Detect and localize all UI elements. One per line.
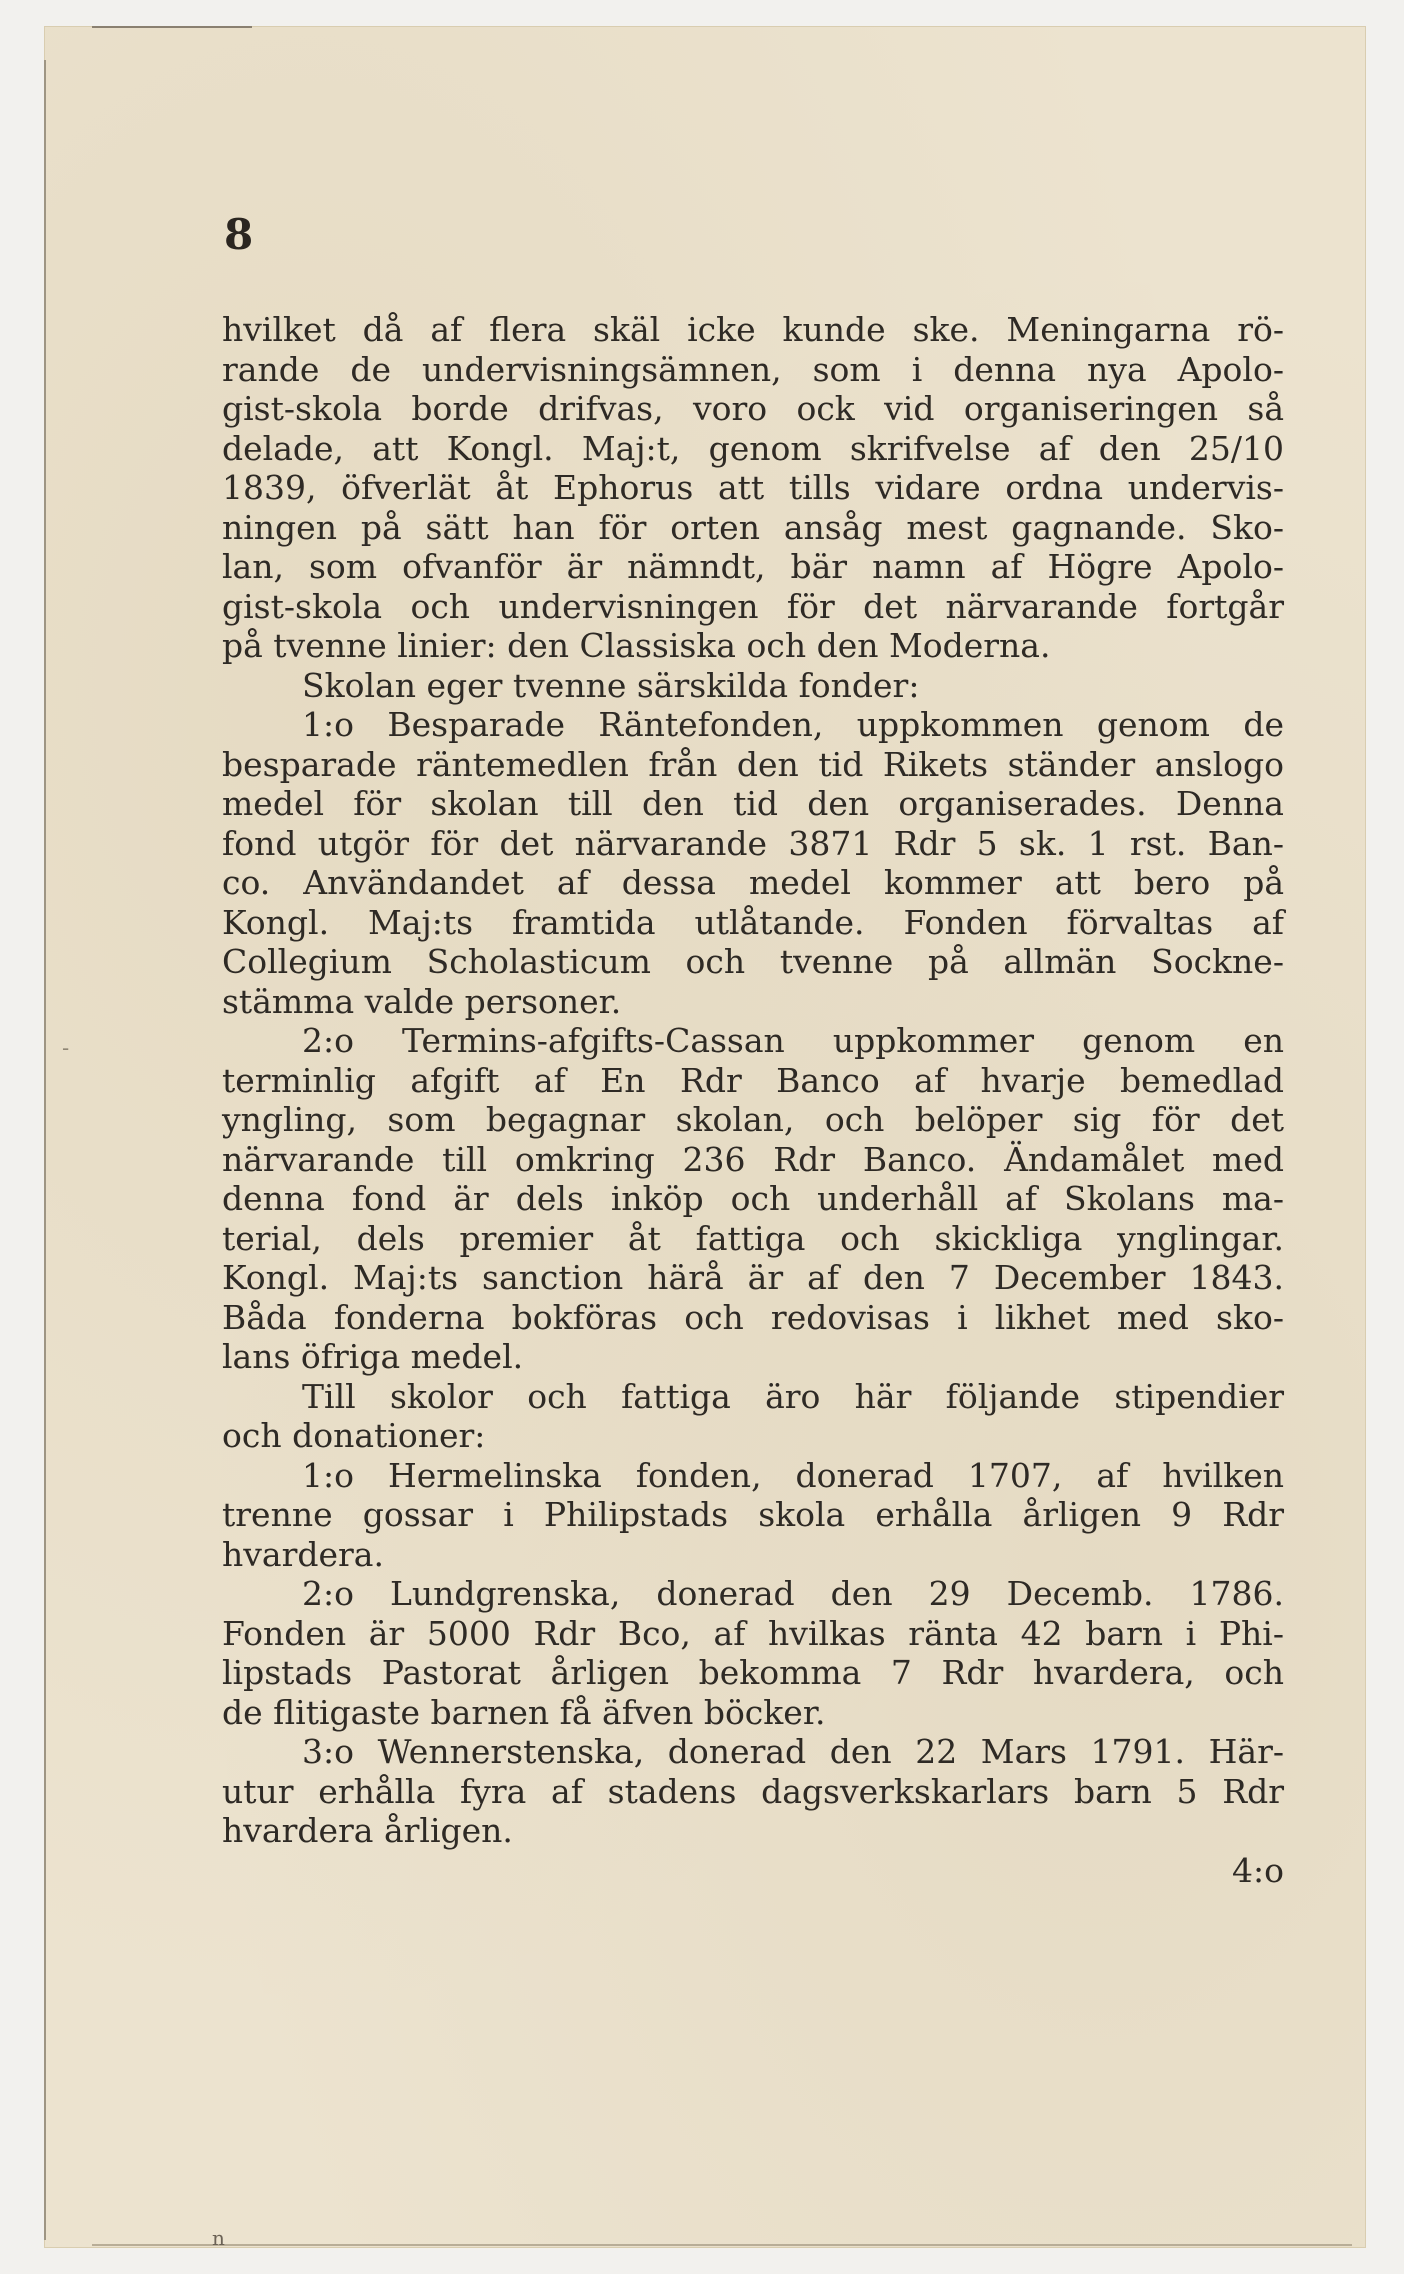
text-line: hvardera årligen. [222, 1811, 513, 1850]
text-line: gist-skola och undervisningen för det närvarande fortgår [222, 586, 1284, 626]
catchword: 4:o [1232, 1850, 1284, 1890]
text-line: terminlig afgift af En Rdr Banco af hvarje bemedlad [222, 1060, 1284, 1100]
text-line: Kongl. Maj:ts sanction härå är af den 7 December 1843. [222, 1258, 1284, 1297]
top-edge-line [92, 26, 252, 28]
text-line: Kongl. Maj:ts framtida utlåtande. Fonden förvaltas af [222, 902, 1284, 942]
text-line: på tvenne linier: den Classiska och den Moderna. [222, 626, 1051, 665]
body-text [222, 310, 1284, 1890]
text-line: lipstads Pastorat årligen bekomma 7 Rdr hvardera, och [222, 1653, 1284, 1692]
text-line: terial, dels premier åt fattiga och skickliga ynglingar. [222, 1218, 1284, 1258]
text-line: denna fond är dels inköp och underhåll af Skolans ma- [222, 1179, 1284, 1218]
margin-mark: - [62, 1036, 70, 1060]
text-line: hvilket då af flera skäl icke kunde ske. Meningarna rö- [222, 310, 1284, 349]
text-line: och donationer: [222, 1416, 486, 1455]
text-line: de flitigaste barnen få äfven böcker. [222, 1692, 826, 1732]
text-line: besparade räntemedlen från den tid Rikets ständer anslogo [222, 744, 1284, 784]
text-line: lans öfriga medel. [222, 1337, 524, 1376]
text-line: fond utgör för det närvarande 3871 Rdr 5 sk. 1 rst. Ban- [222, 823, 1284, 863]
text-line: yngling, som begagnar skolan, och belöper sig för det [222, 1100, 1284, 1139]
text-line: Collegium Scholasticum och tvenne på allmän Sockne- [222, 942, 1284, 981]
text-line: lan, som ofvanför är nämndt, bär namn af Högre Apolo- [222, 547, 1284, 586]
text-line: Skolan eger tvenne särskilda fonder: [302, 665, 920, 705]
text-line: utur erhålla fyra af stadens dagsverkskarlars barn 5 Rdr [222, 1771, 1284, 1811]
text-line: stämma valde personer. [222, 981, 622, 1021]
text-line: 1:o Hermelinska fonden, donerad 1707, af hvilken [302, 1455, 1284, 1495]
text-line: 2:o Lundgrenska, donerad den 29 Decemb. 1786. [302, 1574, 1284, 1613]
text-line: närvarande till omkring 236 Rdr Banco. Ändamålet med [222, 1139, 1284, 1179]
text-line: co. Användandet af dessa medel kommer att bero på [222, 863, 1284, 902]
text-line: delade, att Kongl. Maj:t, genom skrifvelse af den 25/10 [222, 428, 1284, 468]
text-line: Till skolor och fattiga äro här följande stipendier [302, 1376, 1284, 1416]
text-line: gist-skola borde drifvas, voro ock vid organiseringen så [222, 389, 1284, 428]
text-line: hvardera. [222, 1534, 384, 1574]
text-line: Fonden är 5000 Rdr Bco, af hvilkas ränta 42 barn i Phi- [222, 1613, 1284, 1653]
text-line: medel för skolan till den tid den organiserades. Denna [222, 784, 1284, 823]
left-edge-line [44, 60, 46, 2240]
text-line: 1:o Besparade Räntefonden, uppkommen genom de [302, 705, 1284, 744]
bottom-edge-line [92, 2244, 1352, 2246]
text-line: 3:o Wennerstenska, donerad den 22 Mars 1791. Här- [302, 1732, 1284, 1771]
text-line: trenne gossar i Philipstads skola erhålla årligen 9 Rdr [222, 1495, 1284, 1534]
text-line: 1839, öfverlät åt Ephorus att tills vidare ordna undervis- [222, 468, 1284, 507]
text-line: rande de undervisningsämnen, som i denna nya Apolo- [222, 349, 1284, 389]
footer-mark: n [212, 2226, 225, 2250]
page-number: 8 [224, 210, 254, 259]
text-line: 2:o Termins-afgifts-Cassan uppkommer genom en [302, 1021, 1284, 1060]
text-line: Båda fonderna bokföras och redovisas i likhet med sko- [222, 1297, 1284, 1337]
text-line: ningen på sätt han för orten ansåg mest gagnande. Sko- [222, 507, 1284, 547]
